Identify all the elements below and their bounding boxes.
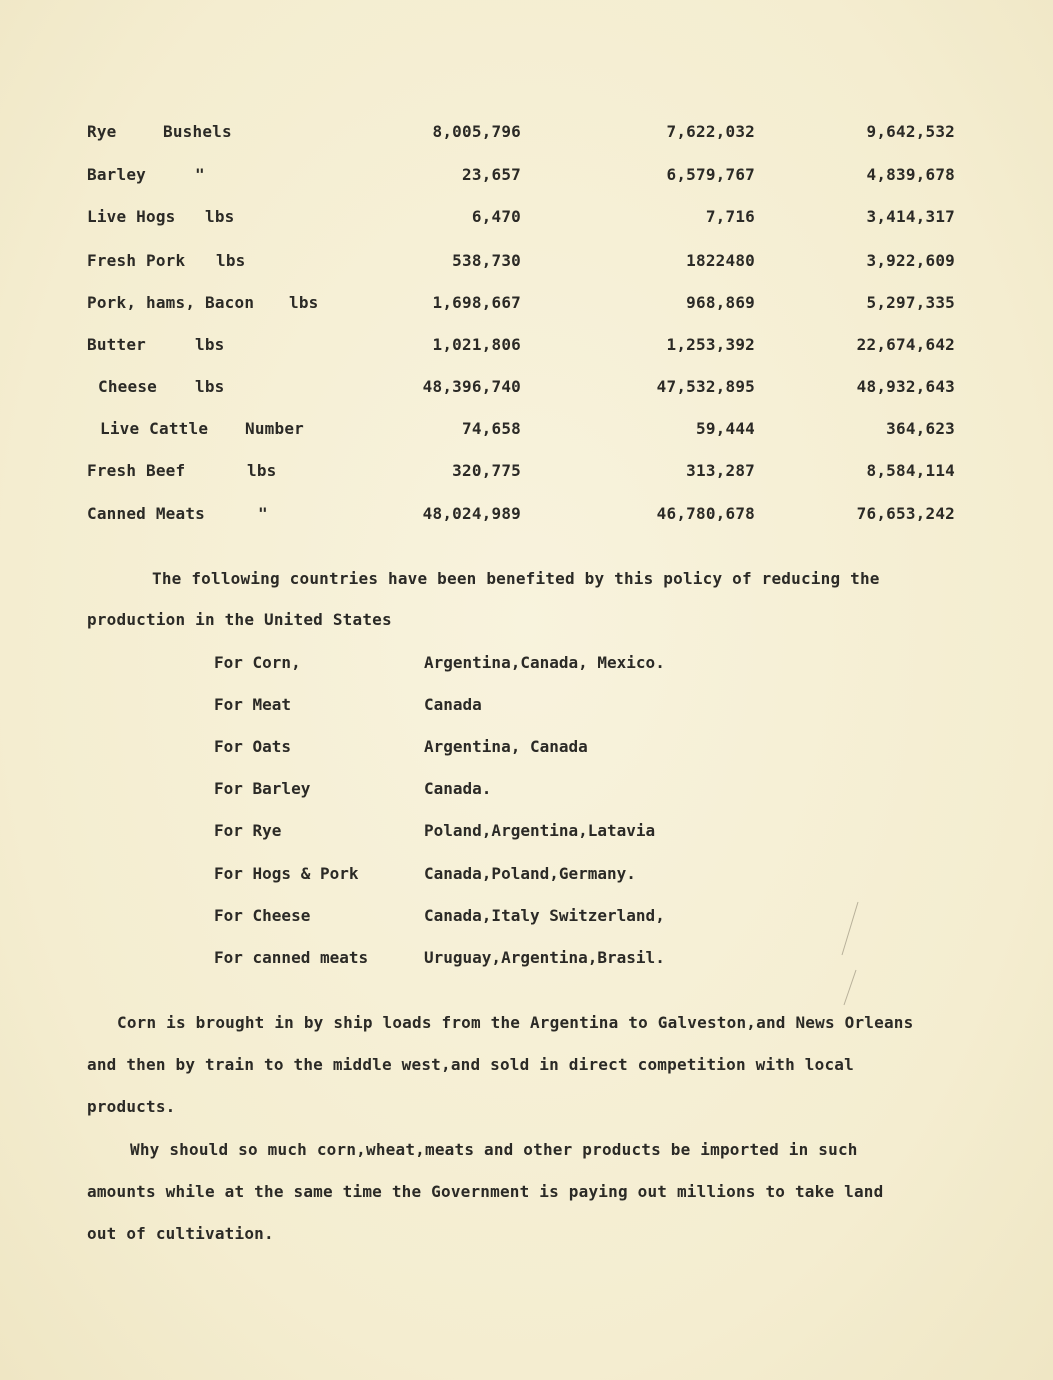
value-col2: 7,622,032 [666,122,755,141]
list-item-product: For Corn, [214,653,301,672]
list-item-product: For Rye [214,821,282,840]
list-item-countries: Canada,Poland,Germany. [424,864,636,883]
table-row [0,293,1053,317]
value-col2: 46,780,678 [656,504,755,523]
product-label: Live Cattle [100,419,209,438]
product-label: Barley [87,165,146,184]
list-item-countries: Argentina,Canada, Mexico. [424,653,665,672]
table-row [0,461,1053,485]
value-col2: 1,253,392 [666,335,755,354]
paragraph-line: Corn is brought in by ship loads from the Argentina to Galveston,and News Orleans [117,1013,914,1032]
value-col3: 364,623 [886,419,955,438]
product-label: Rye [87,122,117,141]
list-item-product: For Hogs & Pork [214,864,359,883]
value-col2: 7,716 [705,207,755,226]
product-label: Pork, hams, Bacon [87,293,255,312]
value-col2: 1822480 [686,251,755,270]
unit-label: lbs [289,293,319,312]
value-col1: 1,698,667 [432,293,521,312]
table-row [0,207,1053,231]
value-col1: 48,396,740 [422,377,521,396]
table-row [0,251,1053,275]
value-col1: 23,657 [462,165,521,184]
value-col2: 968,869 [686,293,755,312]
value-col1: 74,658 [462,419,521,438]
product-label: Fresh Pork [87,251,186,270]
unit-label: " [258,504,268,523]
paragraph-line: amounts while at the same time the Government is paying out millions to take land [87,1182,884,1201]
product-label: Cheese [98,377,157,396]
paragraph-line: Why should so much corn,wheat,meats and other products be imported in such [130,1140,858,1159]
table-row [0,377,1053,401]
value-col3: 4,839,678 [866,165,955,184]
value-col2: 6,579,767 [666,165,755,184]
list-item-product: For Cheese [214,906,311,925]
value-col1: 1,021,806 [432,335,521,354]
list-item-countries: Canada,Italy Switzerland, [424,906,665,925]
table-row [0,504,1053,528]
intro-line: production in the United States [87,610,392,629]
table-row [0,165,1053,189]
list-item-product: For Meat [214,695,292,714]
value-col3: 76,653,242 [856,504,955,523]
value-col2: 313,287 [686,461,755,480]
list-item-product: For Oats [214,737,292,756]
value-col1: 538,730 [452,251,521,270]
value-col3: 9,642,532 [866,122,955,141]
value-col1: 320,775 [452,461,521,480]
unit-label: lbs [247,461,277,480]
value-col1: 6,470 [471,207,521,226]
value-col1: 8,005,796 [432,122,521,141]
unit-label: " [195,165,205,184]
paragraph-line: products. [87,1097,176,1116]
value-col3: 3,414,317 [866,207,955,226]
product-label: Canned Meats [87,504,205,523]
table-row [0,335,1053,359]
product-label: Fresh Beef [87,461,186,480]
product-label: Butter [87,335,146,354]
value-col3: 22,674,642 [856,335,955,354]
list-item-countries: Canada [424,695,482,714]
value-col3: 8,584,114 [866,461,955,480]
unit-label: lbs [205,207,235,226]
paragraph-line: out of cultivation. [87,1224,274,1243]
value-col2: 59,444 [696,419,755,438]
list-item-countries: Argentina, Canada [424,737,588,756]
unit-label: Number [245,419,304,438]
list-item-countries: Poland,Argentina,Latavia [424,821,656,840]
table-row [0,122,1053,146]
list-item-product: For canned meats [214,948,369,967]
paragraph-line: and then by train to the middle west,and sold in direct competition with local [87,1055,854,1074]
list-item-countries: Canada. [424,779,492,798]
intro-line: The following countries have been benefited by this policy of reducing the [152,569,880,588]
value-col3: 5,297,335 [866,293,955,312]
unit-label: lbs [216,251,246,270]
list-item-product: For Barley [214,779,311,798]
list-item-countries: Uruguay,Argentina,Brasil. [424,948,665,967]
product-label: Live Hogs [87,207,176,226]
value-col3: 3,922,609 [866,251,955,270]
value-col1: 48,024,989 [422,504,521,523]
table-row [0,419,1053,443]
value-col3: 48,932,643 [856,377,955,396]
unit-label: Bushels [163,122,232,141]
pencil-mark [830,900,870,1010]
unit-label: lbs [195,377,225,396]
unit-label: lbs [195,335,225,354]
value-col2: 47,532,895 [656,377,755,396]
